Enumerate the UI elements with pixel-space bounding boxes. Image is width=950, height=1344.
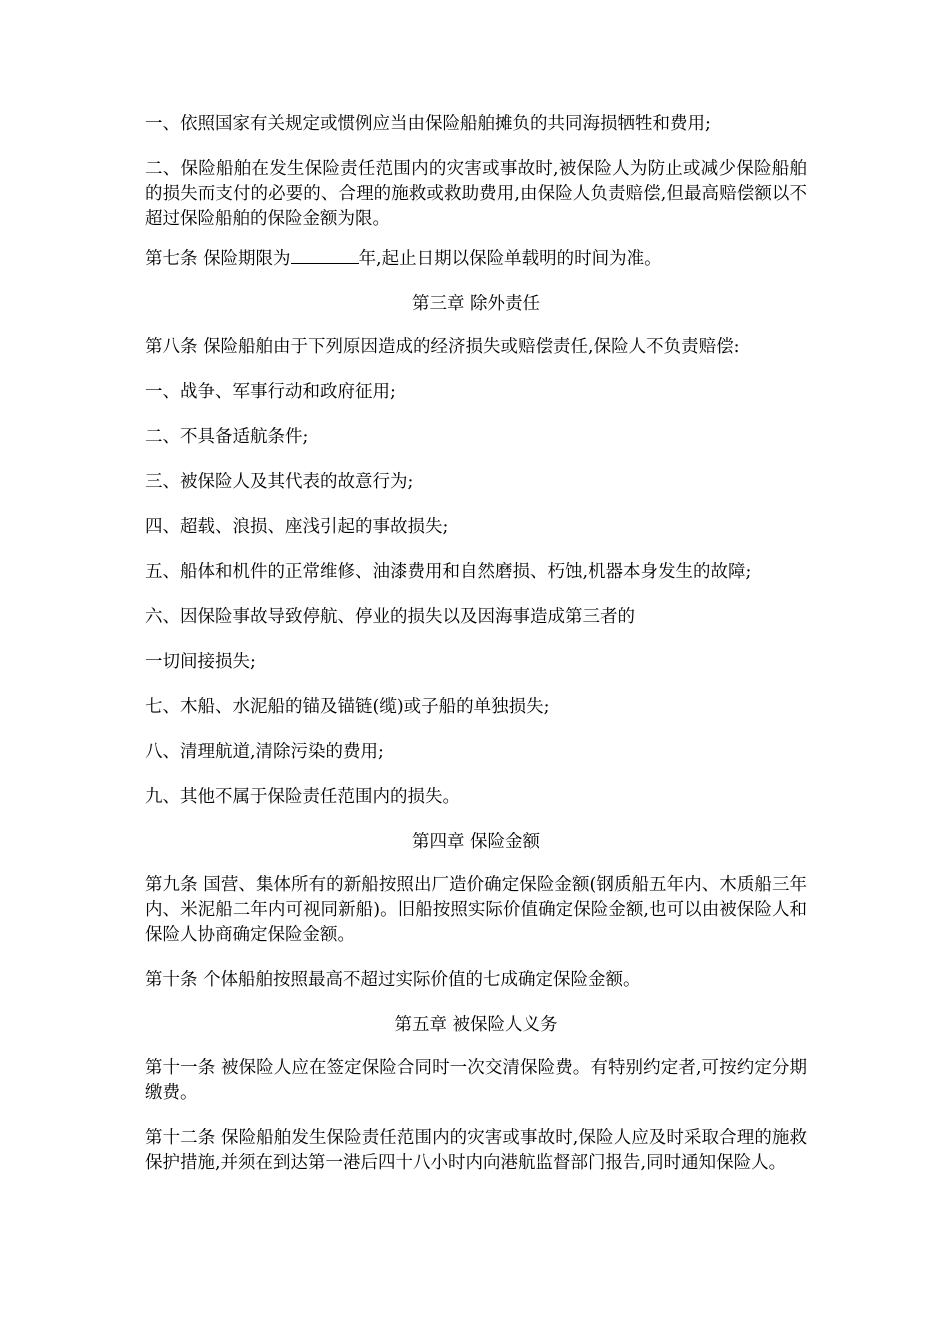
exclusion-item: 四、超载、浪损、座浅引起的事故损失; (145, 517, 449, 537)
paragraph-general-average: 一、依照国家有关规定或惯例应当由保险船舶摊负的共同海损牺牲和费用; (145, 114, 711, 134)
exclusion-item: 三、被保险人及其代表的故意行为; (145, 472, 414, 492)
paragraph-rescue-costs: 二、保险船舶在发生保险责任范围内的灾害或事故时,被保险人为防止或减少保险船舶的损失而支付的必要的、合理的施救或救助费用,由保险人负责赔偿,但最高赔偿额以不超过保险船舶的保险金额为限。 (145, 159, 807, 229)
exclusion-item: 六、因保险事故导致停航、停业的损失以及因海事造成第三者的 (145, 607, 635, 627)
article-12: 第十二条 保险船舶发生保险责任范围内的灾害或事故时,保险人应及时采取合理的施救保护措施,并须在到达第一港后四十八小时内向港航监督部门报告,同时通知保险人。 (145, 1128, 807, 1173)
article-8: 第八条 保险船舶由于下列原因造成的经济损失或赔偿责任,保险人不负责赔偿: (145, 337, 740, 357)
exclusion-item: 九、其他不属于保险责任范围内的损失。 (145, 787, 460, 807)
exclusion-item: 七、木船、水泥船的锚及锚链(缆)或子船的单独损失; (145, 697, 550, 717)
article-10: 第十条 个体船舶按照最高不超过实际价值的七成确定保险金额。 (145, 970, 641, 990)
exclusion-item: 五、船体和机件的正常维修、油漆费用和自然磨损、朽蚀,机器本身发生的故障; (145, 562, 752, 582)
document-body (145, 112, 807, 1196)
exclusion-item: 一、战争、军事行动和政府征用; (145, 382, 396, 402)
article-11: 第十一条 被保险人应在签定保险合同时一次交清保险费。有特别约定者,可按约定分期缴费。 (145, 1058, 807, 1103)
exclusion-item-continuation: 一切间接损失; (145, 652, 256, 672)
article-9: 第九条 国营、集体所有的新船按照出厂造价确定保险金额(钢质船五年内、木质船三年内、米泥船二年内可视同新船)。旧船按照实际价值确定保险金额,也可以由被保险人和保险人协商确定保险金额。 (145, 875, 807, 945)
chapter-4-title: 第四章 保险金额 (411, 832, 541, 852)
chapter-5-title: 第五章 被保险人义务 (394, 1015, 558, 1035)
article-7-before-blank: 第七条 保险期限为 (145, 249, 291, 269)
fill-in-blank (291, 245, 359, 264)
exclusion-item: 八、清理航道,清除污染的费用; (145, 742, 384, 762)
chapter-3-title: 第三章 除外责任 (411, 294, 541, 314)
article-7-after-blank: 年,起止日期以保险单载明的时间为准。 (358, 249, 662, 269)
article-7 (145, 245, 807, 272)
exclusion-item: 二、不具备适航条件; (145, 427, 309, 447)
